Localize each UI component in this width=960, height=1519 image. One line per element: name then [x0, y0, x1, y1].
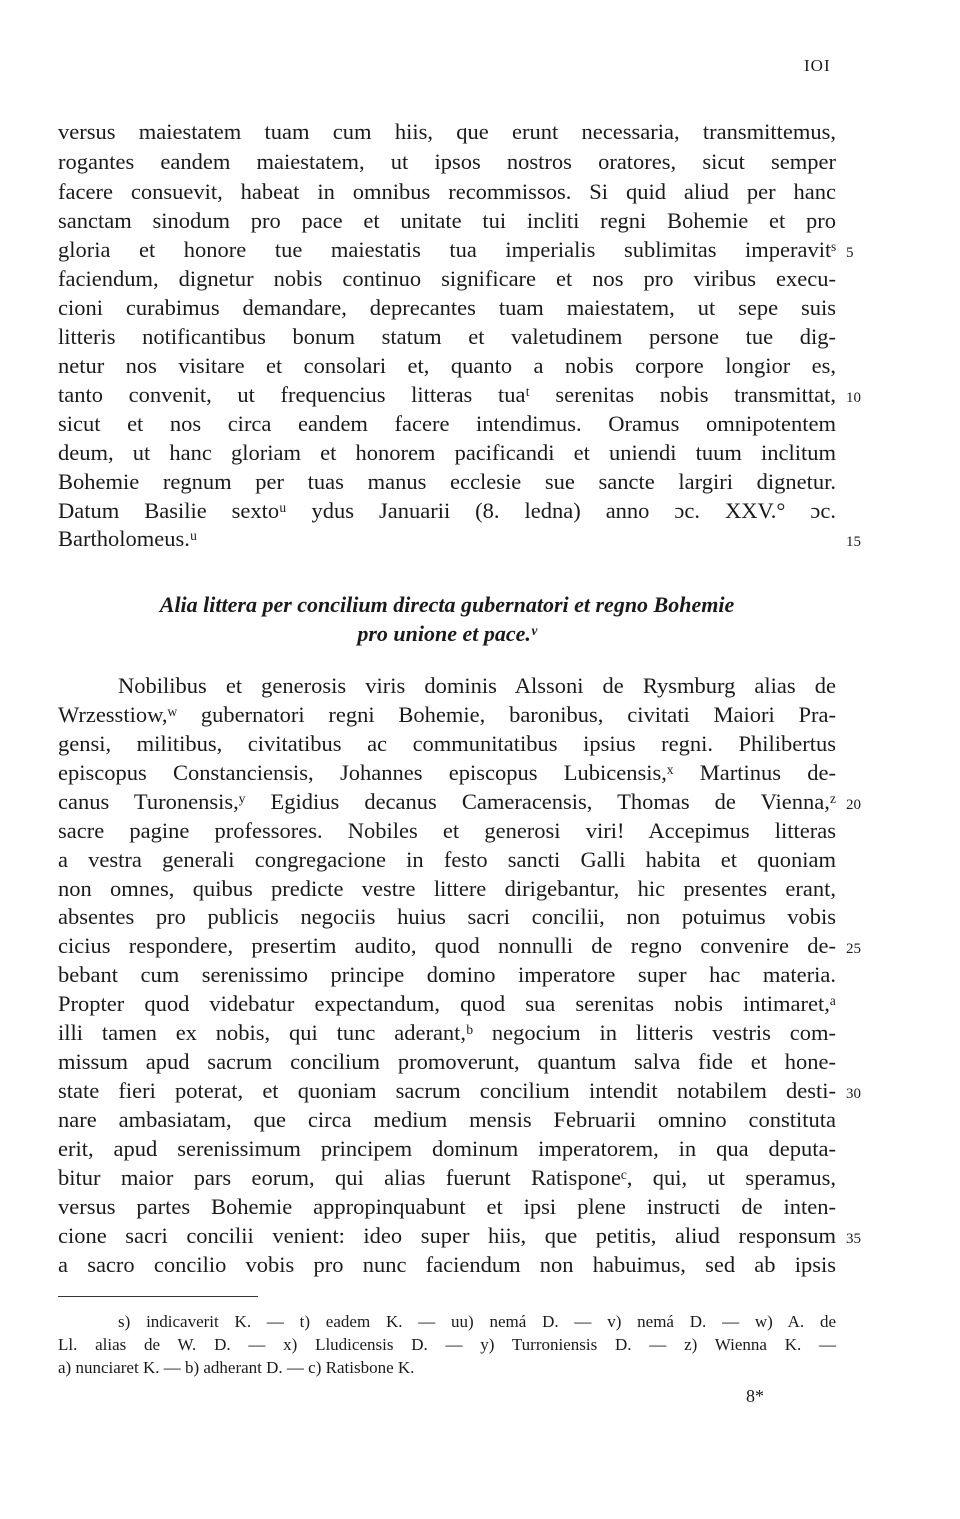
text-line: versus partes Bohemie appropinquabunt et ipsi plene instructi de inten-: [58, 1194, 836, 1219]
text-line: illi tamen ex nobis, qui tunc aderant,ᵇ negocium in litteris vestris com-: [58, 1020, 836, 1045]
text-line: rogantes eandem maiestatem, ut ipsos nostros oratores, sicut semper: [58, 149, 836, 174]
text-line: Datum Basilie sextoᵘ ydus Januarii (8. ledna) anno ɔc. XXV.° ɔc.: [58, 498, 836, 523]
text-line: episcopus Constanciensis, Johannes episcopus Lubicensis,ˣ Martinus de-: [58, 760, 836, 785]
line-number: 10: [846, 390, 861, 406]
section-heading-line-1: Alia littera per concilium directa gubernatori et regno Bohemie: [159, 592, 735, 617]
text-line: cione sacri concilii venient: ideo super hiis, que petitis, aliud responsum: [58, 1223, 836, 1248]
line-number: 30: [846, 1086, 861, 1102]
footnote-line: s) indicaverit K. — t) eadem K. — uu) nemá D. — v) nemá D. — w) A. de: [118, 1312, 836, 1331]
footnote-line: a) nunciaret K. — b) adherant D. — c) Ratisbone K.: [58, 1358, 415, 1377]
text-line: nare ambasiatam, que circa medium mensis Februarii omnino constituta: [58, 1107, 836, 1132]
line-number: 20: [846, 797, 861, 813]
text-line: canus Turonensis,ʸ Egidius decanus Cameracensis, Thomas de Vienna,ᶻ: [58, 789, 836, 814]
text-line: faciendum, dignetur nobis continuo significare et nos pro viribus execu-: [58, 266, 836, 291]
text-line: state fieri poterat, et quoniam sacrum concilium intendit notabilem desti-: [58, 1078, 836, 1103]
text-line: gensi, militibus, civitatibus ac communitatibus ipsius regni. Philibertus: [58, 731, 836, 756]
text-line: sacre pagine professores. Nobiles et generosi viri! Accepimus litteras: [58, 818, 836, 843]
text-line: Bohemie regnum per tuas manus ecclesie sue sancte largiri dignetur.: [58, 469, 836, 494]
line-number: 5: [846, 245, 854, 261]
line-number: 25: [846, 941, 861, 957]
text-line: Wrzesstiow,ʷ gubernatori regni Bohemie, baronibus, civitati Maiori Pra-: [58, 702, 836, 727]
text-line: tanto convenit, ut frequencius litteras tuaᵗ serenitas nobis transmittat,: [58, 382, 836, 407]
text-line: cicius respondere, presertim audito, quod nonnulli de regno convenire de-: [58, 933, 836, 958]
text-line: Nobilibus et generosis viris dominis Alssoni de Rysmburg alias de: [118, 673, 836, 698]
line-number: 35: [846, 1231, 861, 1247]
text-line: deum, ut hanc gloriam et honorem pacificandi et uniendi tuum inclitum: [58, 440, 836, 465]
footnote-rule: [58, 1296, 258, 1297]
text-line: gloria et honore tue maiestatis tua imperialis sublimitas imperavitˢ: [58, 237, 836, 262]
section-heading-line-2: pro unione et pace.ᵛ: [357, 621, 537, 646]
line-number: 15: [846, 534, 861, 550]
text-line: bitur maior pars eorum, qui alias fuerunt Ratisponeᶜ, qui, ut speramus,: [58, 1165, 836, 1190]
text-line: netur nos visitare et consolari et, quanto a nobis corpore longior es,: [58, 353, 836, 378]
text-line: facere consuevit, habeat in omnibus recommissos. Si quid aliud per hanc: [58, 179, 836, 204]
text-line: absentes pro publicis negociis huius sacri concilii, non potuimus vobis: [58, 904, 836, 929]
text-line: Bartholomeus.ᵘ: [58, 526, 198, 551]
text-line: Propter quod videbatur expectandum, quod sua serenitas nobis intimaret,ᵃ: [58, 991, 836, 1016]
signature-mark: 8*: [746, 1386, 764, 1406]
page-number: IOI: [804, 56, 831, 75]
text-line: litteris notificantibus bonum statum et valetudinem persone tue dig-: [58, 324, 836, 349]
text-line: cioni curabimus demandare, deprecantes tuam maiestatem, ut sepe suis: [58, 295, 836, 320]
text-line: missum apud sacrum concilium promoverunt, quantum salva fide et hone-: [58, 1049, 836, 1074]
footnote-line: Ll. alias de W. D. — x) Lludicensis D. — y) Turroniensis D. — z) Wienna K. —: [58, 1335, 836, 1354]
text-line: non omnes, quibus predicte vestre littere dirigebantur, hic presentes erant,: [58, 876, 836, 901]
text-line: versus maiestatem tuam cum hiis, que erunt necessaria, transmittemus,: [58, 119, 836, 144]
text-line: bebant cum serenissimo principe domino imperatore super hac materia.: [58, 962, 836, 987]
text-line: erit, apud serenissimum principem dominum imperatorem, in qua deputa-: [58, 1136, 836, 1161]
text-line: sicut et nos circa eandem facere intendimus. Oramus omnipotentem: [58, 411, 836, 436]
text-line: a sacro concilio vobis pro nunc faciendum non habuimus, sed ab ipsis: [58, 1252, 836, 1277]
text-line: a vestra generali congregacione in festo sancti Galli habita et quoniam: [58, 847, 836, 872]
text-line: sanctam sinodum pro pace et unitate tui incliti regni Bohemie et pro: [58, 208, 836, 233]
